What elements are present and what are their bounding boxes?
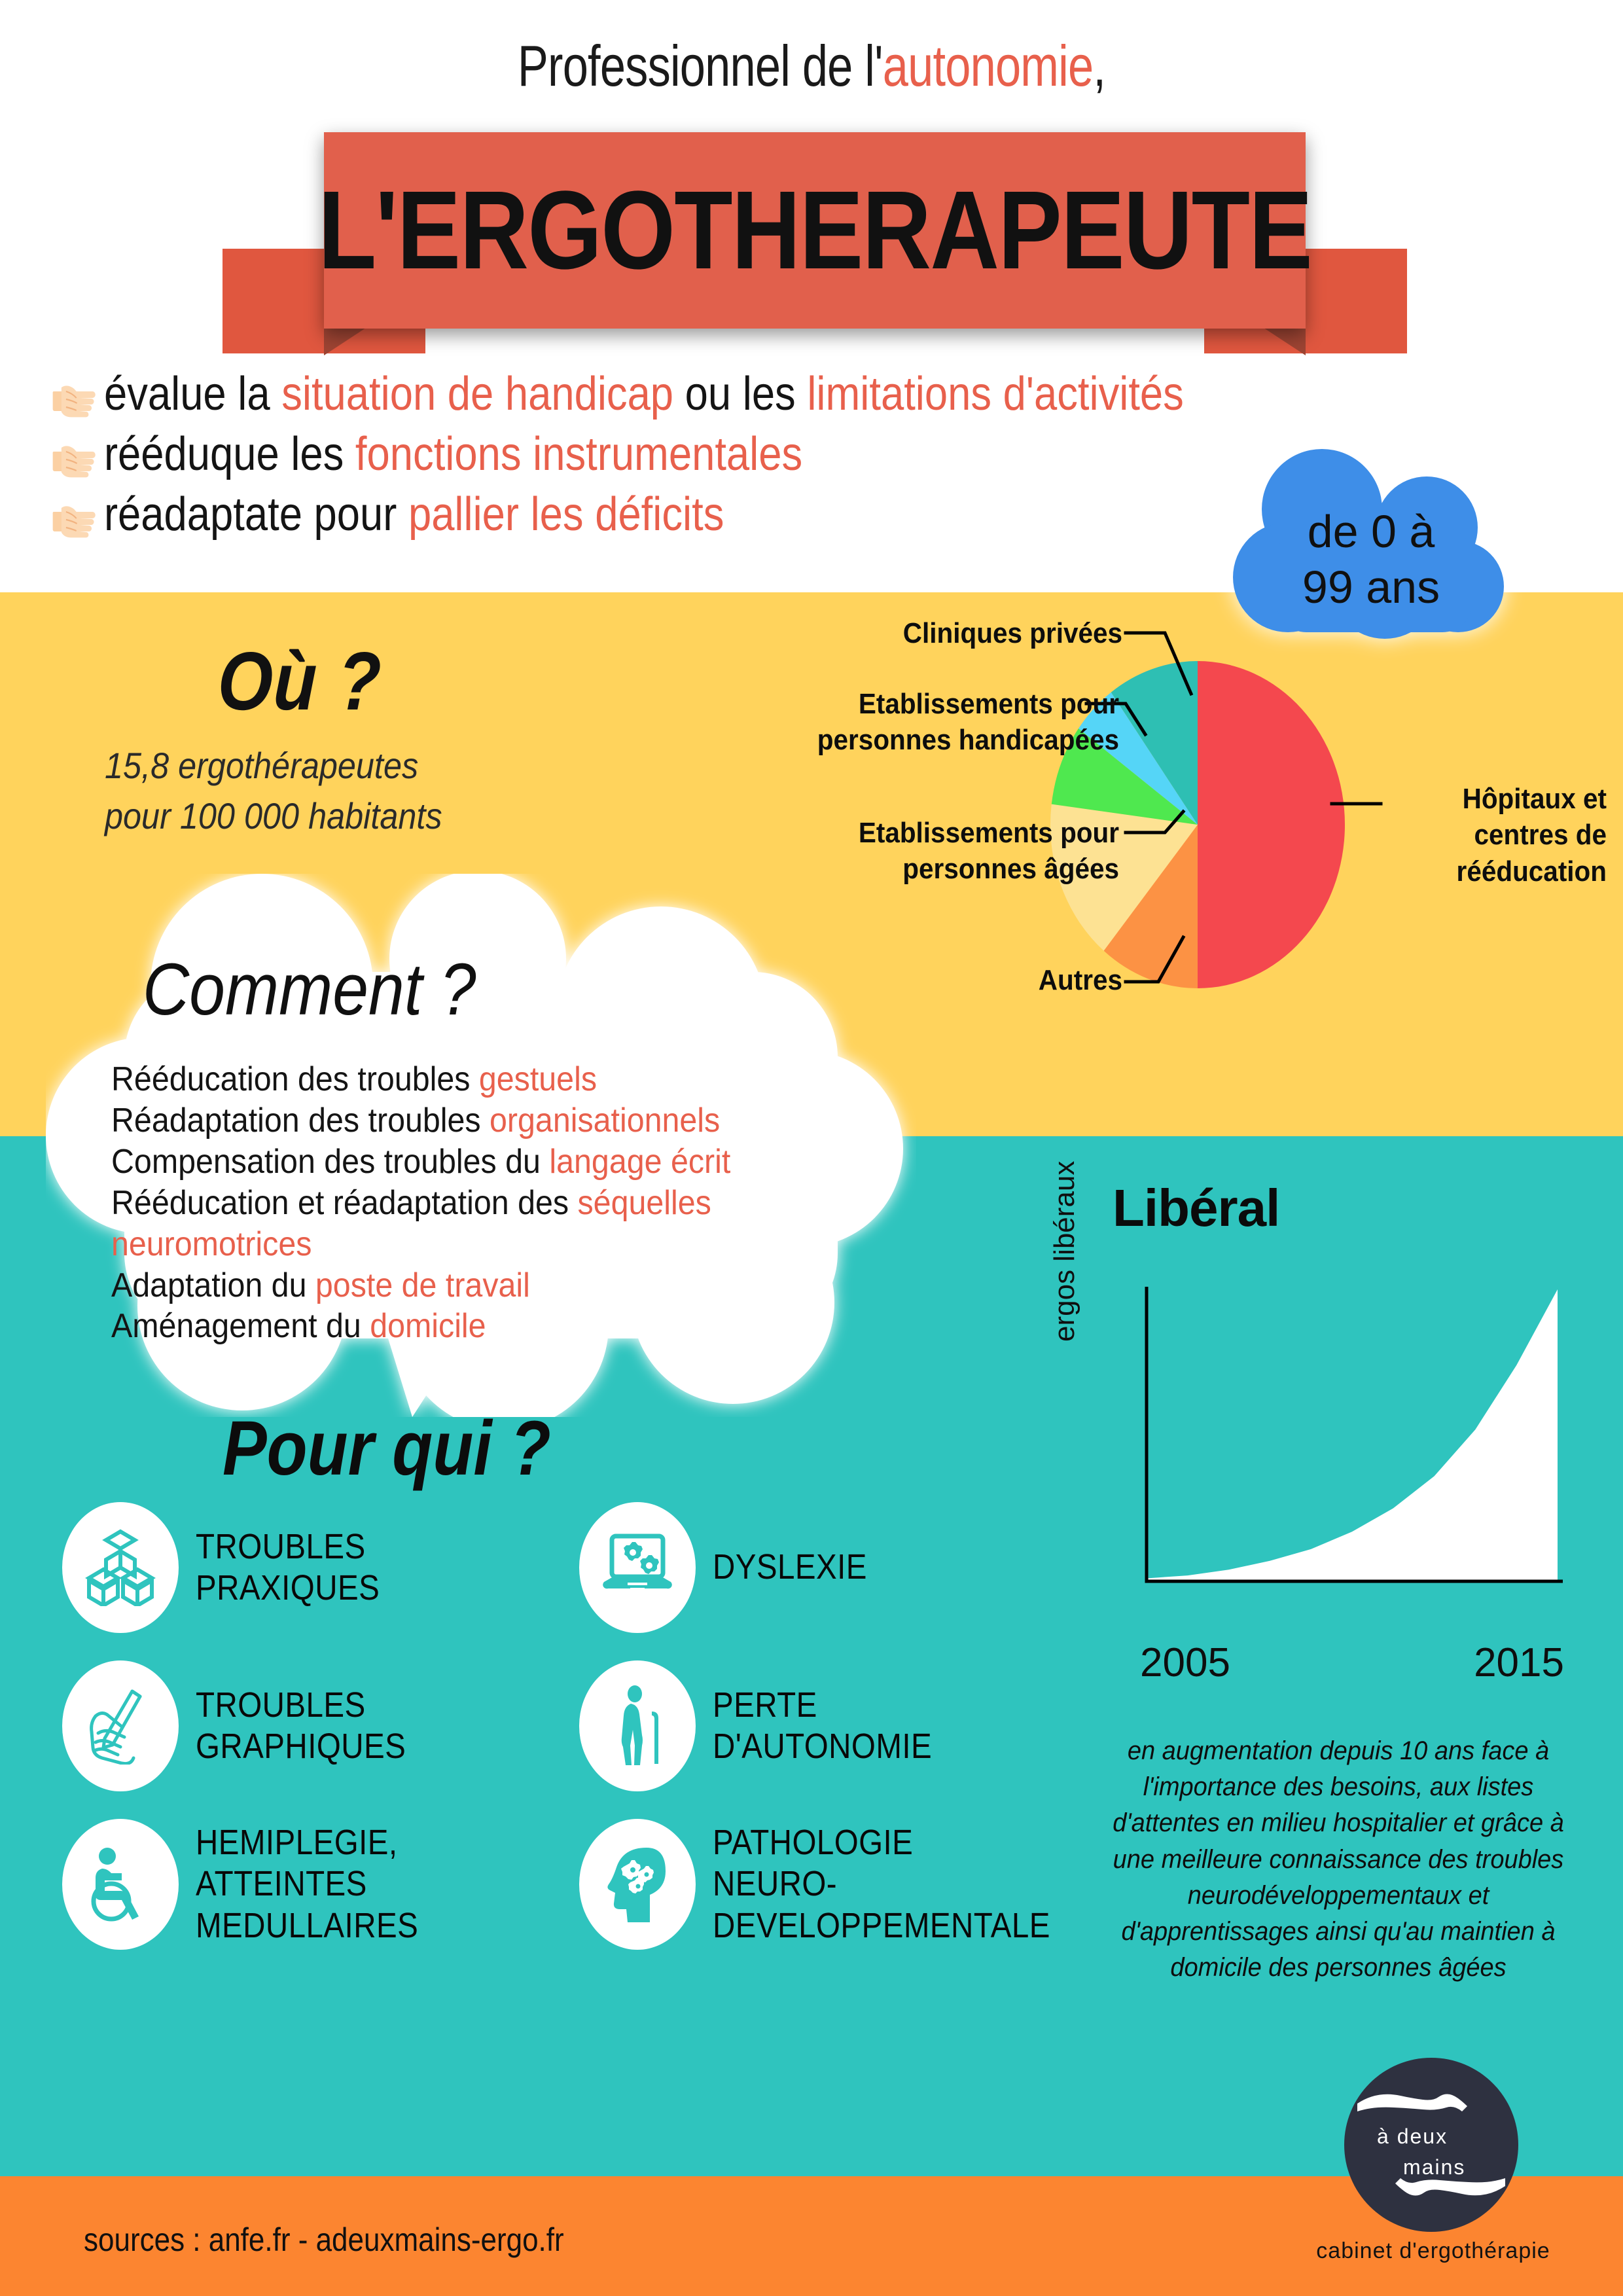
elderly-cane-icon xyxy=(579,1660,696,1791)
pour-qui-label xyxy=(713,1822,1050,1946)
comment-accent: séquelles neuromotrices xyxy=(111,1183,711,1263)
laptop-gears-icon xyxy=(579,1502,696,1633)
title-ribbon xyxy=(229,132,1400,355)
bullet-accent: pallier les déficits xyxy=(408,488,724,541)
head-gears-icon xyxy=(579,1819,696,1950)
logo-line1-text: à deux xyxy=(1377,2125,1448,2148)
label-line: HEMIPLEGIE, xyxy=(196,1823,398,1863)
bullet-text xyxy=(103,428,803,480)
section-title-pour-qui: Pour qui ? xyxy=(223,1405,551,1492)
pour-qui-item xyxy=(579,1660,1077,1791)
pour-qui-item xyxy=(62,1502,560,1633)
bullet-plain: rééduque les xyxy=(103,428,355,480)
bullet-accent: limitations d'activités xyxy=(807,368,1184,420)
pie-label-autres: Autres xyxy=(1038,964,1122,996)
bullet-text xyxy=(103,488,724,541)
pie-label-hopitaux-rééducation: Hôpitaux et centres de rééducation xyxy=(1456,783,1607,888)
label-line: D'AUTONOMIE xyxy=(713,1727,933,1766)
pour-qui-item xyxy=(579,1819,1077,1950)
elderly-person-cane-glyph xyxy=(605,1685,670,1767)
x-tick-2005: 2005 xyxy=(1140,1640,1230,1685)
bullet-text xyxy=(104,370,1184,418)
pour-qui-label xyxy=(713,1685,932,1767)
liberal-note: en augmentation depuis 10 ans face à l'importance des besoins, aux listes d'attentes en milieu hospitalier et grâce à une meilleure connaissance des troubles neurodéveloppementaux et d'apprentissages ainsi qu'au maintien à domicile des personnes âgées xyxy=(1113,1736,1564,1982)
liberal-area-chart xyxy=(1113,1278,1564,1605)
pour-qui-label xyxy=(196,1685,406,1767)
x-tick-2015: 2015 xyxy=(1474,1640,1564,1685)
comment-item xyxy=(111,1183,829,1265)
pointing-hand-icon xyxy=(51,440,96,480)
bullet-plain: ou les xyxy=(673,368,808,420)
label-line: GRAPHIQUES xyxy=(196,1727,406,1766)
bullet-row xyxy=(51,370,1376,420)
header-subtitle xyxy=(162,33,1461,98)
comment-item xyxy=(111,1306,829,1347)
label-line: PERTE xyxy=(713,1685,817,1725)
comment-plain: Rééducation des troubles xyxy=(111,1060,479,1098)
bullet-row xyxy=(51,488,1376,541)
age-range-line2: 99 ans xyxy=(1302,562,1440,613)
comment-speech-bubble xyxy=(46,874,916,1417)
bullet-accent: situation de handicap xyxy=(281,368,674,420)
pie-label-etab-agees: Etablissements pour personnes âgées xyxy=(858,817,1119,886)
comment-item xyxy=(111,1100,829,1141)
ou-stat-line1: 15,8 ergothérapeutes xyxy=(105,745,419,786)
section-title-ou: Où ? xyxy=(216,635,383,727)
blocks-icon xyxy=(62,1502,179,1633)
wheelchair-glyph xyxy=(82,1846,158,1922)
isometric-blocks-glyph xyxy=(84,1529,157,1606)
pour-qui-item xyxy=(579,1502,1077,1633)
pour-qui-grid xyxy=(62,1502,1083,1977)
bullet-plain: évalue la xyxy=(103,368,282,420)
label-line: ATTEINTES xyxy=(196,1864,367,1904)
ou-stat-line2: pour 100 000 habitants xyxy=(105,795,442,837)
age-range-text xyxy=(1230,504,1512,616)
pie-label-etab-handicapees: Etablissements pour personnes handicapées xyxy=(817,688,1119,757)
bullet-plain: réadaptate pour xyxy=(103,488,408,541)
header-subtitle-suffix: , xyxy=(1093,33,1106,98)
page-title: L'ERGOTHERAPEUTE xyxy=(317,168,1312,293)
writing-hand-icon xyxy=(62,1660,179,1791)
logo-circle-icon xyxy=(1343,2056,1520,2233)
header-subtitle-prefix: Professionnel de l' xyxy=(517,33,883,98)
comment-plain: Réadaptation des troubles xyxy=(111,1101,490,1139)
comment-plain: Compensation des troubles du xyxy=(111,1142,550,1181)
chart-ylabel: ergos libéraux xyxy=(1048,1160,1080,1342)
chart-title-liberal: Libéral xyxy=(1113,1179,1280,1237)
header-subtitle-accent: autonomie xyxy=(882,33,1094,98)
pour-qui-item xyxy=(62,1819,560,1950)
label-line: TROUBLES xyxy=(196,1526,366,1566)
pour-qui-row xyxy=(62,1660,1083,1791)
pour-qui-row xyxy=(62,1502,1083,1633)
comment-accent: langage écrit xyxy=(549,1142,731,1181)
label-line: DYSLEXIE xyxy=(713,1547,867,1587)
logo-line2-text: mains xyxy=(1403,2155,1466,2179)
bullet-accent: fonctions instrumentales xyxy=(355,428,803,480)
pointing-hand-icon xyxy=(51,500,96,541)
pour-qui-label xyxy=(713,1547,867,1588)
label-line: DEVELOPPEMENTALE xyxy=(713,1905,1050,1945)
comment-accent: organisationnels xyxy=(490,1101,721,1139)
comment-content xyxy=(111,947,883,1347)
pour-qui-label xyxy=(196,1526,380,1609)
section-title-comment: Comment ? xyxy=(143,948,476,1030)
pour-qui-item xyxy=(62,1660,560,1791)
age-range-line1: de 0 à xyxy=(1307,506,1435,557)
age-range-cloud-badge xyxy=(1230,449,1512,639)
writing-hand-glyph xyxy=(84,1687,157,1765)
pour-qui-label xyxy=(196,1822,418,1946)
label-line: NEURO- xyxy=(713,1864,838,1904)
comment-item xyxy=(111,1141,829,1183)
label-line: PRAXIQUES xyxy=(196,1568,380,1607)
logo-caption: cabinet d'ergothérapie xyxy=(1316,2238,1550,2263)
label-line: TROUBLES xyxy=(196,1685,366,1725)
ou-statistic xyxy=(105,740,442,842)
comment-item-list xyxy=(111,1059,883,1347)
pie-label-cliniques-privees: Cliniques privées xyxy=(902,617,1122,649)
sources-text: sources : anfe.fr - adeuxmains-ergo.fr xyxy=(84,2221,564,2258)
bullet-row xyxy=(51,428,1376,480)
pointing-hand-icon xyxy=(51,380,96,420)
comment-item xyxy=(111,1059,829,1100)
comment-plain: Rééducation et réadaptation des xyxy=(111,1183,578,1222)
comment-plain: Aménagement du xyxy=(111,1307,370,1346)
label-line: MEDULLAIRES xyxy=(196,1905,419,1945)
ribbon-banner xyxy=(317,132,1312,329)
logo-a-deux-mains xyxy=(1343,2056,1520,2233)
comment-item xyxy=(111,1265,829,1306)
head-with-gears-glyph xyxy=(601,1844,674,1925)
label-line: PATHOLOGIE xyxy=(713,1823,914,1863)
pour-qui-row xyxy=(62,1819,1083,1950)
wheelchair-icon xyxy=(62,1819,179,1950)
comment-accent: domicile xyxy=(370,1307,486,1346)
area-series xyxy=(1147,1289,1558,1581)
liberal-chart-svg xyxy=(1113,1278,1564,1605)
laptop-gears-glyph xyxy=(599,1531,676,1604)
comment-accent: gestuels xyxy=(478,1060,597,1098)
comment-plain: Adaptation du xyxy=(111,1266,315,1304)
comment-accent: poste de travail xyxy=(315,1266,530,1304)
